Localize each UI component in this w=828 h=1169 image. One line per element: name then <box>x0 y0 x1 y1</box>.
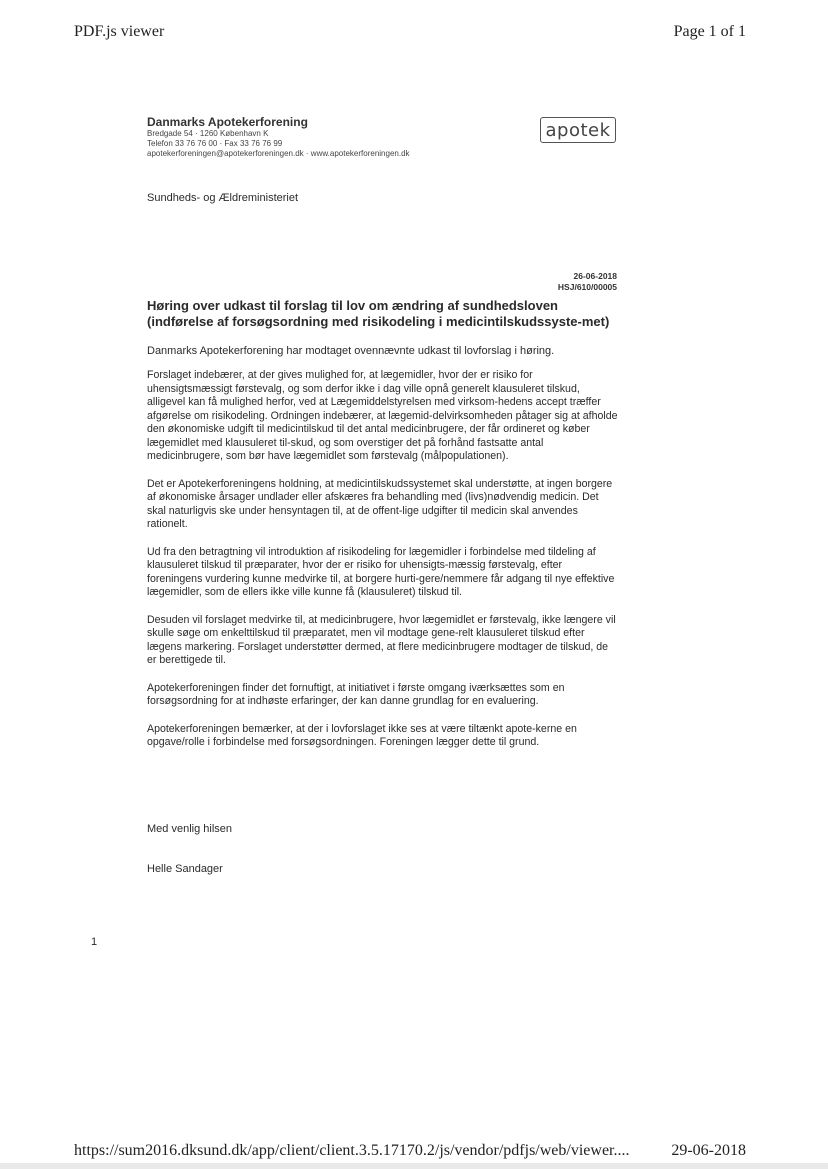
paragraph: Forslaget indebærer, at der gives mulighed for, at lægemidler, hvor der er risiko for uhensigtsmæssigt førstevalg, og som derfor ikke i dag ville opnå generelt klausuleret tilskud, alligevel kan få mulighed herfor, ved at Lægemiddelstyrelsen med virksom-hedens accept træffer afgørelse om risikodeling. Ordningen indebærer, at lægemid-delvirksomheden påtager sig at afholde den økonomiske udgift til medicintilskud til det antal medicinbrugere, der får ordineret og køber lægemidlet med klausuleret til-skud, og som overstiger det på forhånd fastsatte antal medicinbrugere, som bør have lægemidlet som førstevalg (målpopulationen). <box>147 369 618 462</box>
bottom-strip <box>0 1163 828 1169</box>
paragraph: Apotekerforeningen bemærker, at der i lovforslaget ikke ses at være tiltænkt apote-kerne en opgave/rolle i forbindelse med forsøgsordningen. Foreningen lægger dette til grund. <box>147 722 577 748</box>
paragraph: Apotekerforeningen finder det fornuftigt, at initiativet i første omgang iværksættes som en forsøgsordning for at indhøste erfaringer, der kan danne grundlag for en evaluering. <box>147 681 565 707</box>
letter-date: 26-06-2018 <box>573 271 617 281</box>
recipient: Sundheds- og Ældreministeriet <box>147 192 299 204</box>
sender-phone: Telefon 33 76 76 00 · Fax 33 76 76 99 <box>147 138 283 148</box>
letter-subject: Høring over udkast til forslag til lov om ændring af sundhedsloven (indførelse af forsøgsordning med risikodeling i medicintilskudssyste-met) <box>147 298 610 329</box>
page-number: 1 <box>91 936 98 948</box>
sender-org: Danmarks Apotekerforening <box>147 115 308 129</box>
paragraph: Det er Apotekerforeningens holdning, at medicintilskudssystemet skal understøtte, at ingen borgere af økonomiske årsager undlader eller afskæres fra behandling med (livs)nødvendig medicin. Det skal naturligvis ske under hensyntagen til, at de offent-lige udgifter til medicin skal anvendes rationelt. <box>147 477 613 530</box>
letter-body <box>147 369 619 764</box>
paragraph: Ud fra den betragtning vil introduktion af risikodeling for lægemidler i forbindelse med tildeling af klausuleret tilskud til præparater, hvor der er risiko for uhensigts-mæssig førstevalg, efter foreningens vurdering kunne medvirke til, at borgere hurti-gere/nemmere får adgang til nye effektive lægemidler, som de ellers ikke ville kunne få (klausuleret) tilskud til. <box>147 545 615 598</box>
apotek-logo: apotek <box>540 117 616 143</box>
sender-address: Bredgade 54 · 1260 København K <box>147 129 269 139</box>
paragraph: Desuden vil forslaget medvirke til, at medicinbrugere, hvor lægemidlet er førstevalg, ikke længere vil skulle søge om enkelttilskud til præparatet, men vil modtage gene-relt klausuleret tilskud efter lægens markering. Forslaget understøtter dermed, at flere medicinbrugere modtager de tilskud, de er berettigede til. <box>147 613 616 666</box>
signature: Helle Sandager <box>147 863 223 875</box>
sender-contact: apotekerforeningen@apotekerforeningen.dk · www.apotekerforeningen.dk <box>147 148 410 158</box>
page-indicator: Page 1 of 1 <box>673 23 746 40</box>
letter-intro: Danmarks Apotekerforening har modtaget ovennævnte udkast til lovforslag i høring. <box>147 345 555 357</box>
closing: Med venlig hilsen <box>147 823 232 835</box>
viewer-title: PDF.js viewer <box>74 23 165 40</box>
sender-block <box>147 115 410 158</box>
viewer-url: https://sum2016.dksund.dk/app/client/client.3.5.17170.2/js/vendor/pdfjs/web/viewer.... <box>74 1142 630 1159</box>
letter-meta <box>558 271 617 294</box>
print-date: 29-06-2018 <box>671 1142 746 1159</box>
letter-reference: HSJ/610/00005 <box>557 282 617 293</box>
